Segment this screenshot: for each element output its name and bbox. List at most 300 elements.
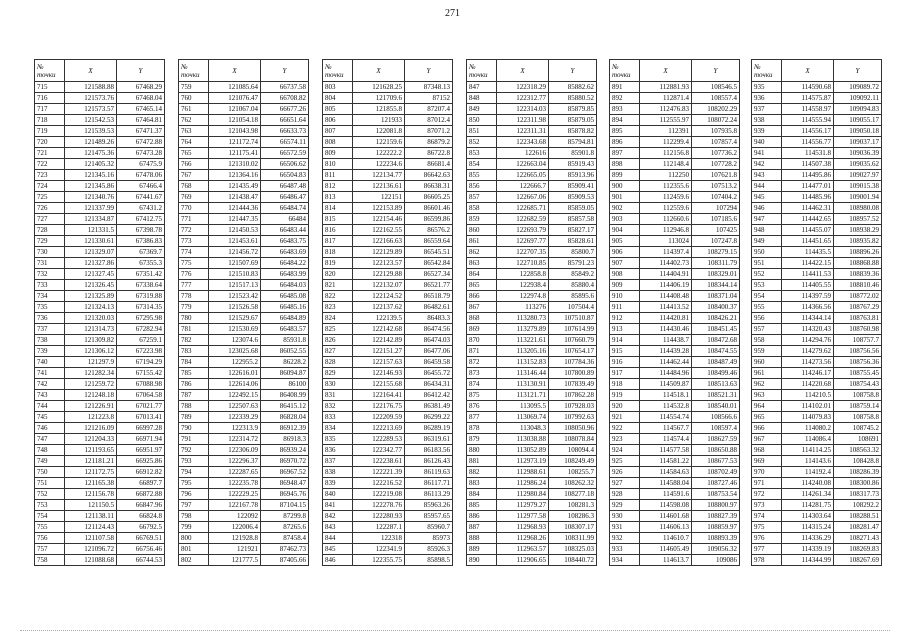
y-coordinate-cell: 85882.62 (549, 82, 597, 93)
x-coordinate-cell: 122137.62 (353, 302, 405, 313)
point-number-cell: 883 (467, 478, 497, 489)
table-row (35, 423, 165, 434)
point-number-cell: 722 (35, 159, 65, 170)
table-row (323, 203, 453, 214)
y-coordinate-cell: 86412.42 (405, 390, 453, 401)
y-coordinate-cell: 87104.15 (261, 500, 309, 511)
point-number-cell: 945 (752, 192, 782, 203)
table-row (179, 280, 309, 291)
point-number-cell: 787 (179, 390, 209, 401)
table-row (323, 192, 453, 203)
y-coordinate-cell: 108078.84 (549, 434, 597, 445)
x-header: X (640, 60, 692, 82)
y-coordinate-cell: 67338.64 (117, 280, 165, 291)
point-number-cell: 826 (323, 335, 353, 346)
y-coordinate-cell: 66951.97 (117, 445, 165, 456)
x-coordinate-cell: 114477.01 (782, 181, 834, 192)
x-coordinate-cell: 122139.5 (353, 313, 405, 324)
x-coordinate-cell: 114584.63 (640, 467, 692, 478)
x-coordinate-cell: 114405.55 (782, 280, 834, 291)
y-coordinate-cell: 107862.28 (549, 390, 597, 401)
x-coordinate-cell: 122278.76 (353, 500, 405, 511)
x-coordinate-cell: 121529.67 (209, 313, 261, 324)
x-coordinate-cell: 121325.89 (65, 291, 117, 302)
point-number-cell: 901 (610, 192, 640, 203)
table-row (179, 335, 309, 346)
x-coordinate-cell: 122235.78 (209, 478, 261, 489)
point-number-cell: 717 (35, 104, 65, 115)
x-coordinate-cell: 121526.58 (209, 302, 261, 313)
point-number-cell: 970 (752, 467, 782, 478)
x-coordinate-cell: 121314.73 (65, 324, 117, 335)
y-coordinate-cell: 67468.04 (117, 93, 165, 104)
point-number-cell: 838 (323, 467, 353, 478)
table-row (467, 104, 597, 115)
x-coordinate-cell: 121327.86 (65, 258, 117, 269)
table-row (610, 258, 740, 269)
point-number-cell: 798 (179, 511, 209, 522)
point-number-cell: 858 (467, 203, 497, 214)
point-number-cell: 898 (610, 159, 640, 170)
table-row (467, 522, 597, 533)
header-point-word: точки (469, 70, 488, 79)
x-coordinate-cell: 122355.75 (353, 555, 405, 566)
y-coordinate-cell: 108202.29 (692, 104, 740, 115)
x-coordinate-cell: 114518.1 (640, 390, 692, 401)
x-coordinate-cell: 122216.52 (353, 478, 405, 489)
y-coordinate-cell: 86642.63 (405, 170, 453, 181)
x-coordinate-cell: 114613.7 (640, 555, 692, 566)
y-coordinate-cell: 85898.5 (405, 555, 453, 566)
x-coordinate-cell: 114442.65 (782, 214, 834, 225)
x-coordinate-cell: 112660.6 (640, 214, 692, 225)
x-coordinate-cell: 114439.28 (640, 346, 692, 357)
table-row (35, 313, 165, 324)
point-number-cell: 967 (752, 434, 782, 445)
y-coordinate-cell: 86918.3 (261, 434, 309, 445)
point-number-cell: 848 (467, 93, 497, 104)
x-coordinate-cell: 121405.32 (65, 159, 117, 170)
y-coordinate-cell: 67355.3 (117, 258, 165, 269)
y-coordinate-cell: 67064.58 (117, 390, 165, 401)
y-coordinate-cell: 107294 (692, 203, 740, 214)
point-number-cell: 771 (179, 214, 209, 225)
y-coordinate-cell: 108760.98 (834, 324, 882, 335)
x-coordinate-cell: 122280.93 (353, 511, 405, 522)
y-coordinate-cell: 86100 (261, 379, 309, 390)
y-coordinate-cell: 85880.4 (549, 280, 597, 291)
point-number-cell: 932 (610, 533, 640, 544)
point-number-cell: 716 (35, 93, 65, 104)
x-coordinate-cell: 114344.14 (782, 313, 834, 324)
y-coordinate-cell: 108487.49 (692, 357, 740, 368)
y-coordinate-cell: 108499.46 (692, 368, 740, 379)
x-coordinate-cell: 114556.17 (782, 126, 834, 137)
x-coordinate-cell: 122136.61 (353, 181, 405, 192)
x-coordinate-cell: 114462.31 (782, 203, 834, 214)
x-coordinate-cell: 121933 (353, 115, 405, 126)
point-number-cell: 959 (752, 346, 782, 357)
table-row (35, 533, 165, 544)
y-coordinate-cell: 85800.7 (549, 247, 597, 258)
x-coordinate-cell: 122341.9 (353, 544, 405, 555)
point-number-cell: 894 (610, 115, 640, 126)
y-coordinate-cell: 66506.62 (261, 159, 309, 170)
x-coordinate-cell: 121150.5 (65, 500, 117, 511)
table-row (752, 522, 882, 533)
x-coordinate-cell: 114320.43 (782, 324, 834, 335)
x-coordinate-cell: 121453.61 (209, 236, 261, 247)
point-number-cell: 927 (610, 478, 640, 489)
y-coordinate-cell: 86477.06 (405, 346, 453, 357)
table-row (467, 544, 597, 555)
table-row (179, 346, 309, 357)
y-coordinate-cell: 87265.6 (261, 522, 309, 533)
table-row (752, 324, 882, 335)
point-number-cell: 880 (467, 445, 497, 456)
y-coordinate-cell: 108426.21 (692, 313, 740, 324)
table-row (35, 434, 165, 445)
y-coordinate-cell: 107425 (692, 225, 740, 236)
table-header-row (35, 60, 165, 82)
x-coordinate-cell: 122682.59 (497, 214, 549, 225)
x-coordinate-cell: 122314.03 (497, 104, 549, 115)
y-coordinate-cell: 86828.04 (261, 412, 309, 423)
table-row (467, 489, 597, 500)
x-coordinate-cell: 114509.87 (640, 379, 692, 390)
point-number-cell: 804 (323, 93, 353, 104)
point-number-cell: 718 (35, 115, 65, 126)
y-coordinate-cell: 108474.55 (692, 346, 740, 357)
table-row (35, 148, 165, 159)
table-row (467, 148, 597, 159)
point-number-cell: 937 (752, 104, 782, 115)
point-number-cell: 931 (610, 522, 640, 533)
table-row (752, 511, 882, 522)
table-row (752, 225, 882, 236)
point-number-cell: 786 (179, 379, 209, 390)
point-number-cell: 828 (323, 357, 353, 368)
x-coordinate-cell: 113095.5 (497, 401, 549, 412)
point-number-cell: 754 (35, 511, 65, 522)
point-number-header (179, 60, 209, 82)
point-number-cell: 723 (35, 170, 65, 181)
table-row (35, 489, 165, 500)
coordinate-table (34, 59, 165, 566)
table-row (610, 357, 740, 368)
point-number-cell: 973 (752, 500, 782, 511)
x-coordinate-cell: 112459.6 (640, 192, 692, 203)
y-coordinate-cell: 108627.59 (692, 434, 740, 445)
coordinate-table (466, 59, 597, 566)
x-coordinate-cell: 112476.83 (640, 104, 692, 115)
x-coordinate-cell: 122311.98 (497, 115, 549, 126)
y-coordinate-cell: 108893.39 (692, 533, 740, 544)
x-coordinate-cell: 121709.6 (353, 93, 405, 104)
point-number-cell: 899 (610, 170, 640, 181)
x-coordinate-cell: 114420.81 (640, 313, 692, 324)
x-coordinate-cell: 122151 (353, 192, 405, 203)
point-number-cell: 897 (610, 148, 640, 159)
table-row (752, 181, 882, 192)
table-row (467, 137, 597, 148)
point-number-cell: 907 (610, 258, 640, 269)
y-coordinate-cell: 107800.89 (549, 368, 597, 379)
table-row (323, 456, 453, 467)
y-coordinate-cell: 67314.35 (117, 302, 165, 313)
table-row (35, 82, 165, 93)
table-row (179, 170, 309, 181)
table-row (179, 533, 309, 544)
table-row (752, 346, 882, 357)
y-coordinate-cell: 85919.43 (549, 159, 597, 170)
y-coordinate-cell: 108754.43 (834, 379, 882, 390)
y-coordinate-cell: 67472.88 (117, 137, 165, 148)
y-coordinate-cell: 87405.66 (261, 555, 309, 566)
x-header: X (65, 60, 117, 82)
table-row (610, 280, 740, 291)
point-number-cell: 939 (752, 126, 782, 137)
x-coordinate-cell: 122311.31 (497, 126, 549, 137)
table-row (323, 93, 453, 104)
x-coordinate-cell: 114590.68 (782, 82, 834, 93)
y-coordinate-cell: 86722.8 (405, 148, 453, 159)
table-row (179, 511, 309, 522)
y-coordinate-cell: 108767.29 (834, 302, 882, 313)
y-coordinate-cell: 86948.47 (261, 478, 309, 489)
x-coordinate-cell: 122342.77 (353, 445, 405, 456)
y-header: Y (117, 60, 165, 82)
y-coordinate-cell: 86482.61 (405, 302, 453, 313)
point-number-cell: 833 (323, 412, 353, 423)
x-coordinate-cell: 122318.29 (497, 82, 549, 93)
table-row (752, 203, 882, 214)
point-number-cell: 871 (467, 346, 497, 357)
point-number-cell: 863 (467, 258, 497, 269)
point-number-cell: 887 (467, 522, 497, 533)
point-number-cell: 924 (610, 445, 640, 456)
point-number-cell: 807 (323, 126, 353, 137)
point-number-cell: 889 (467, 544, 497, 555)
table-row (467, 82, 597, 93)
y-coordinate-cell: 85931.8 (261, 335, 309, 346)
table-row (610, 445, 740, 456)
x-coordinate-cell: 122081.8 (353, 126, 405, 137)
table-row (467, 214, 597, 225)
x-coordinate-cell: 114575.87 (782, 93, 834, 104)
table-row (752, 302, 882, 313)
y-coordinate-cell: 107935.8 (692, 126, 740, 137)
y-coordinate-cell: 86319.61 (405, 434, 453, 445)
y-coordinate-cell: 86299.22 (405, 412, 453, 423)
y-coordinate-cell: 109001.94 (834, 192, 882, 203)
table-row (323, 379, 453, 390)
point-number-cell: 912 (610, 313, 640, 324)
x-coordinate-cell: 121096.72 (65, 544, 117, 555)
y-coordinate-cell: 108255.7 (549, 467, 597, 478)
point-number-cell: 820 (323, 269, 353, 280)
x-coordinate-cell: 122710.85 (497, 258, 549, 269)
x-coordinate-cell: 121165.38 (65, 478, 117, 489)
table-row (752, 412, 882, 423)
table-row (752, 401, 882, 412)
x-coordinate-cell: 122665.05 (497, 170, 549, 181)
point-number-cell: 737 (35, 324, 65, 335)
y-coordinate-cell: 86945.76 (261, 489, 309, 500)
y-coordinate-cell: 86117.71 (405, 478, 453, 489)
x-coordinate-cell: 122938.4 (497, 280, 549, 291)
x-coordinate-cell: 114294.76 (782, 335, 834, 346)
x-coordinate-cell: 112968.93 (497, 522, 549, 533)
point-number-cell: 757 (35, 544, 65, 555)
point-number-cell: 960 (752, 357, 782, 368)
x-coordinate-cell: 113121.71 (497, 390, 549, 401)
y-coordinate-cell: 108277.18 (549, 489, 597, 500)
point-number-cell: 845 (323, 544, 353, 555)
y-coordinate-cell: 108758.8 (834, 390, 882, 401)
point-number-cell: 860 (467, 225, 497, 236)
table-header-row (752, 60, 882, 82)
table-row (323, 390, 453, 401)
x-coordinate-cell: 121076.47 (209, 93, 261, 104)
table-row (323, 544, 453, 555)
point-number-header (610, 60, 640, 82)
table-row (467, 500, 597, 511)
x-coordinate-cell: 121331.5 (65, 225, 117, 236)
y-coordinate-cell: 108281.3 (549, 500, 597, 511)
y-coordinate-cell: 86434.31 (405, 379, 453, 390)
x-coordinate-cell: 121450.53 (209, 225, 261, 236)
y-coordinate-cell: 108758.8 (834, 412, 882, 423)
point-number-cell: 785 (179, 368, 209, 379)
point-number-cell: 721 (35, 148, 65, 159)
point-number-cell: 725 (35, 192, 65, 203)
point-number-cell: 938 (752, 115, 782, 126)
table-row (467, 478, 597, 489)
x-coordinate-cell: 114422.15 (782, 258, 834, 269)
y-coordinate-cell: 109027.97 (834, 170, 882, 181)
point-number-cell: 724 (35, 181, 65, 192)
x-coordinate-cell: 114606.13 (640, 522, 692, 533)
table-row (179, 368, 309, 379)
table-row (323, 236, 453, 247)
point-number-cell: 815 (323, 214, 353, 225)
point-number-cell: 928 (610, 489, 640, 500)
point-number-cell: 821 (323, 280, 353, 291)
point-number-cell: 965 (752, 412, 782, 423)
y-coordinate-cell: 108772.02 (834, 291, 882, 302)
x-coordinate-cell: 114080.2 (782, 423, 834, 434)
x-coordinate-cell: 114485.96 (782, 192, 834, 203)
x-coordinate-cell: 122296.37 (209, 456, 261, 467)
point-number-cell: 882 (467, 467, 497, 478)
point-number-cell: 775 (179, 258, 209, 269)
point-number-cell: 886 (467, 511, 497, 522)
x-coordinate-cell: 114484.96 (640, 368, 692, 379)
y-coordinate-cell: 85913.96 (549, 170, 597, 181)
table-row (35, 269, 165, 280)
table-row (467, 247, 597, 258)
x-coordinate-cell: 121310.02 (209, 159, 261, 170)
y-coordinate-cell: 86545.51 (405, 247, 453, 258)
table-row (752, 247, 882, 258)
x-coordinate-cell: 122209.59 (353, 412, 405, 423)
point-number-cell: 977 (752, 544, 782, 555)
point-number-cell: 800 (179, 533, 209, 544)
point-number-cell: 839 (323, 478, 353, 489)
table-row (752, 423, 882, 434)
table-row (752, 159, 882, 170)
point-number-cell: 891 (610, 82, 640, 93)
x-header: X (497, 60, 549, 82)
table-row (467, 225, 597, 236)
x-coordinate-cell: 121156.78 (65, 489, 117, 500)
point-number-cell: 829 (323, 368, 353, 379)
table-row (323, 148, 453, 159)
table-row (467, 236, 597, 247)
table-row (323, 115, 453, 126)
table-row (179, 412, 309, 423)
table-row (323, 489, 453, 500)
point-number-cell: 895 (610, 126, 640, 137)
y-coordinate-cell: 85963.26 (405, 500, 453, 511)
x-coordinate-cell: 121921 (209, 544, 261, 555)
table-row (467, 379, 597, 390)
point-number-cell: 917 (610, 368, 640, 379)
y-coordinate-cell: 108311.79 (692, 258, 740, 269)
y-coordinate-cell: 108763.81 (834, 313, 882, 324)
point-number-cell: 853 (467, 148, 497, 159)
x-coordinate-cell: 121085.64 (209, 82, 261, 93)
y-coordinate-cell: 86455.72 (405, 368, 453, 379)
table-row (752, 555, 882, 566)
y-coordinate-cell: 108896.26 (834, 247, 882, 258)
table-row (35, 368, 165, 379)
point-number-cell: 911 (610, 302, 640, 313)
point-number-cell: 870 (467, 335, 497, 346)
table-row (179, 82, 309, 93)
x-coordinate-cell: 114246.17 (782, 368, 834, 379)
table-row (467, 456, 597, 467)
x-coordinate-cell: 112979.27 (497, 500, 549, 511)
y-coordinate-cell: 66897.7 (117, 478, 165, 489)
x-coordinate-cell: 114610.7 (640, 533, 692, 544)
x-coordinate-cell: 122124.52 (353, 291, 405, 302)
point-number-cell: 955 (752, 302, 782, 313)
table-row (610, 126, 740, 137)
table-row (323, 181, 453, 192)
y-coordinate-cell: 108271.43 (834, 533, 882, 544)
point-number-cell: 743 (35, 390, 65, 401)
x-header: X (209, 60, 261, 82)
x-coordinate-cell: 114495.86 (782, 170, 834, 181)
table-row (179, 522, 309, 533)
point-number-cell: 890 (467, 555, 497, 566)
y-coordinate-cell: 109094.83 (834, 104, 882, 115)
point-number-cell: 781 (179, 324, 209, 335)
y-coordinate-cell: 67155.42 (117, 368, 165, 379)
x-coordinate-cell: 121223.8 (65, 412, 117, 423)
x-coordinate-cell: 122221.39 (353, 467, 405, 478)
point-number-cell: 903 (610, 214, 640, 225)
y-coordinate-cell: 108938.29 (834, 225, 882, 236)
y-coordinate-cell: 66872.88 (117, 489, 165, 500)
y-coordinate-cell: 66485.08 (261, 291, 309, 302)
table-row (610, 159, 740, 170)
point-number-cell: 962 (752, 379, 782, 390)
point-number-cell: 908 (610, 269, 640, 280)
table-row (179, 181, 309, 192)
